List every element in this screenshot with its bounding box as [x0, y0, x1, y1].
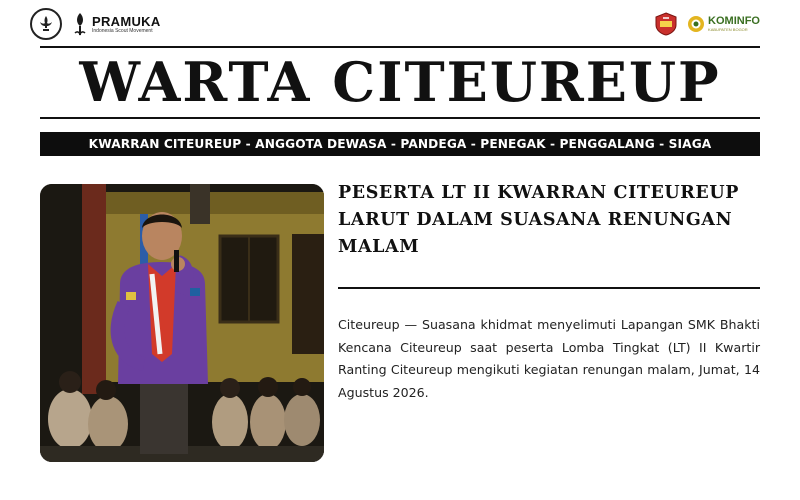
masthead-title: WARTA CITEUREUP — [79, 50, 721, 114]
pramuka-logo-tagline: Indonesia Scout Movement — [92, 27, 153, 34]
red-shield-badge-icon — [655, 12, 677, 36]
kominfo-logo — [687, 15, 760, 33]
kominfo-logo-name: KOMINFO — [708, 15, 760, 27]
kominfo-logo-icon — [687, 15, 705, 33]
pramuka-logo — [72, 11, 161, 37]
kominfo-logo-subtitle: KABUPATEN BOGOR — [708, 27, 748, 32]
section-nav-bar: KWARRAN CITEUREUP - ANGGOTA DEWASA - PANDEGA - PENEGAK - PENGGALANG - SIAGA — [40, 132, 760, 156]
masthead-bottom-rule — [40, 117, 760, 119]
masthead-top-rule — [40, 46, 760, 48]
pramuka-tunas-icon — [72, 11, 88, 37]
scout-emblem-icon — [30, 8, 62, 40]
article-body: Citeureup — Suasana khidmat menyelimuti Lapangan SMK Bhakti Kencana Citeureup saat peserta Lomba Tingkat (LT) II Kwartir Ranting Citeureup mengikuti kegiatan renungan malam, Jumat, 14 Agustus 2026. — [338, 317, 760, 400]
headline-divider — [338, 287, 760, 289]
header-right-logos — [655, 12, 760, 36]
header-left-logos — [30, 8, 161, 40]
pramuka-logo-name: PRAMUKA — [92, 13, 161, 29]
article-photo — [40, 184, 324, 462]
article-headline: PESERTA LT II KWARRAN CITEUREUP LARUT DALAM SUASANA RENUNGAN MALAM — [338, 183, 739, 257]
